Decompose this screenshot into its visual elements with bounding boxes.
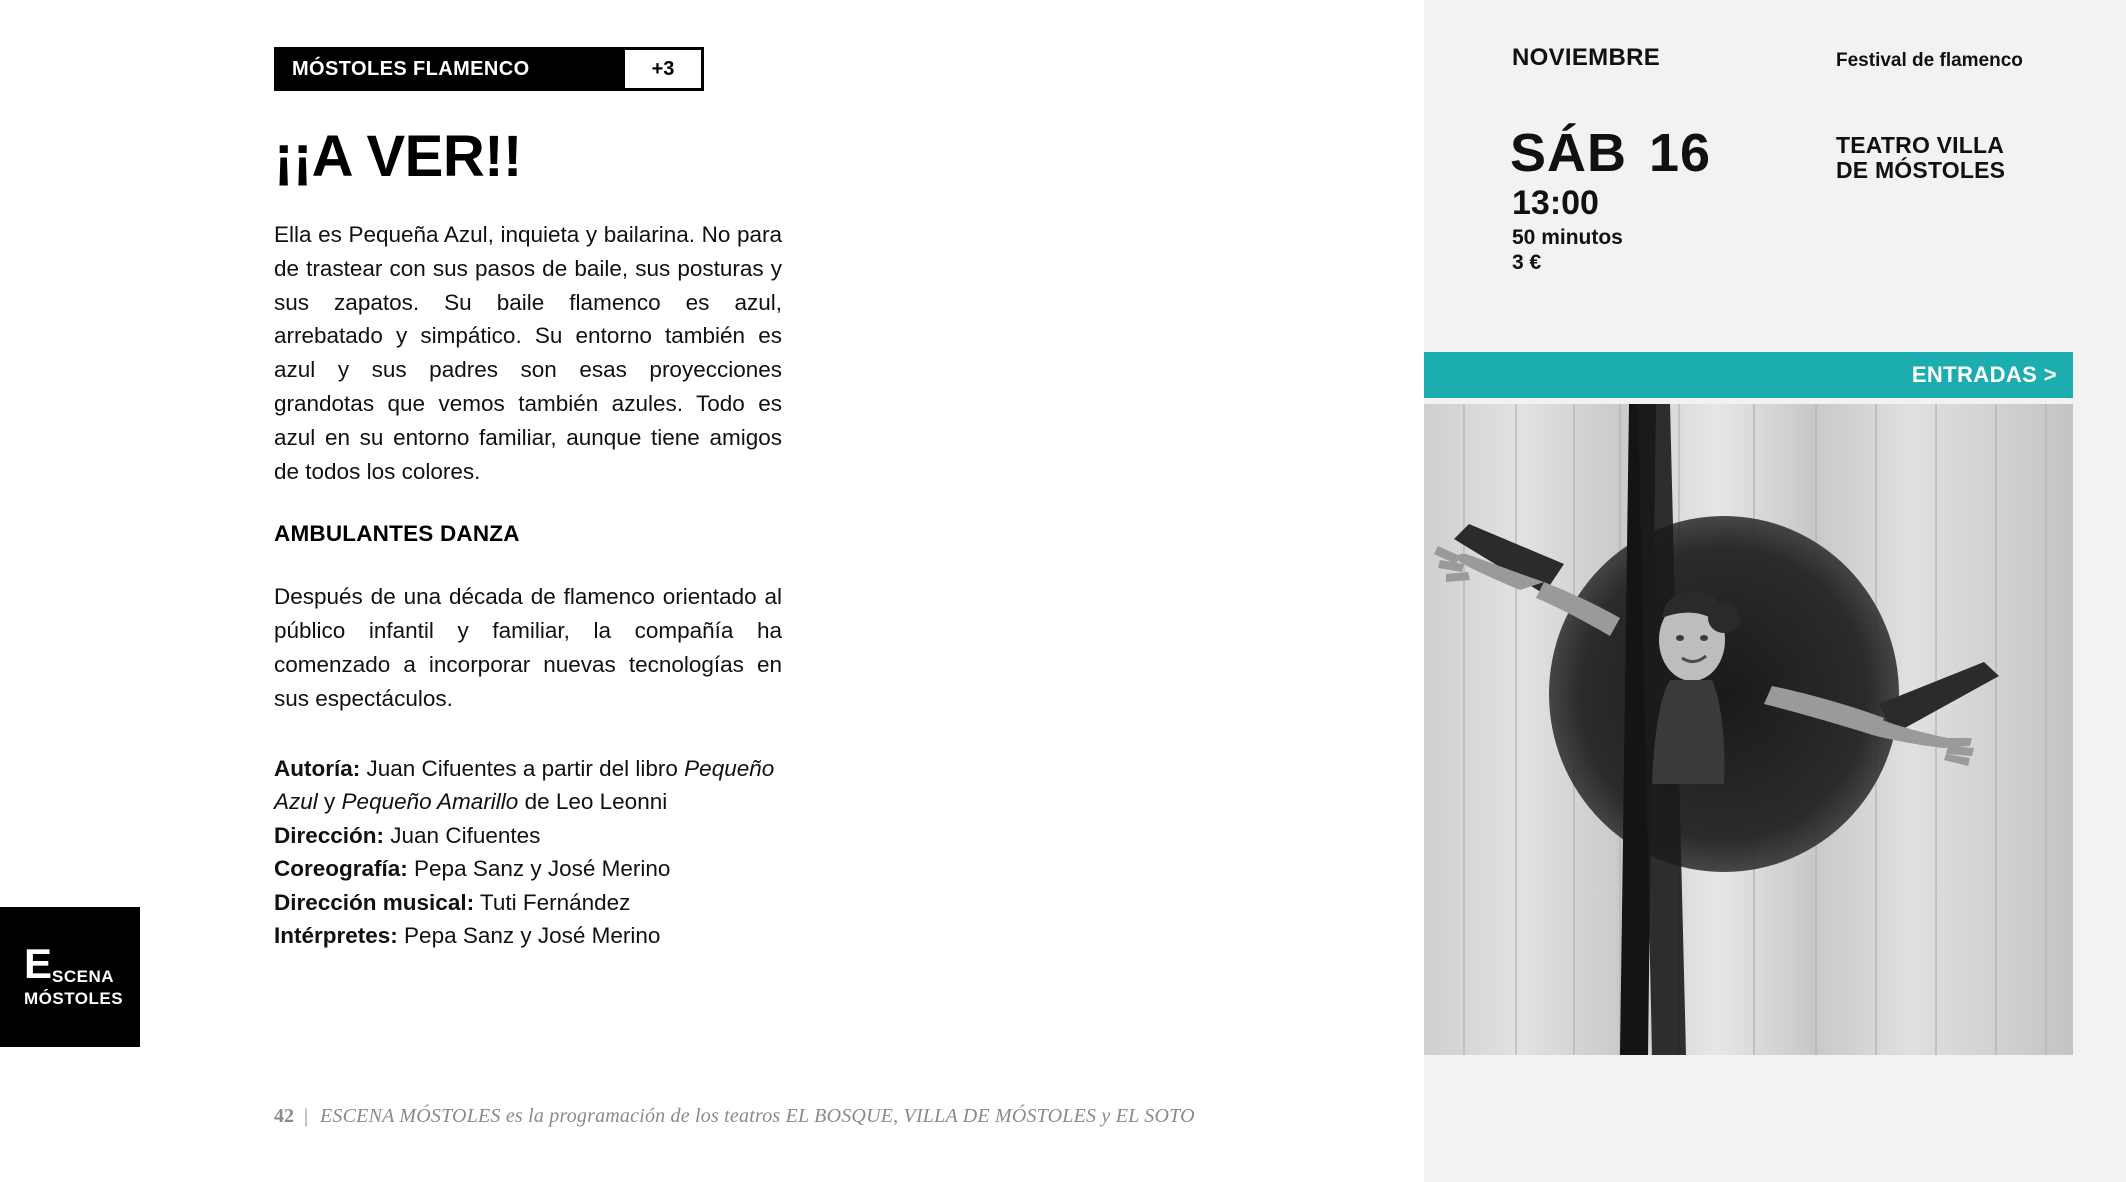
credit-value-direccion: Juan Cifuentes: [384, 822, 541, 848]
age-rating-badge: +3: [622, 47, 704, 91]
company-name: AMBULANTES DANZA: [274, 521, 520, 547]
category-label: MÓSTOLES FLAMENCO: [274, 47, 622, 91]
event-info-panel: [1424, 0, 2126, 350]
credit-italic-book2: Pequeño Amarillo: [341, 789, 519, 815]
escena-mostoles-logo: [0, 907, 140, 1047]
credit-label-direccion-musical: Dirección musical:: [274, 889, 475, 915]
footer-separator: |: [304, 1105, 309, 1127]
credit-row: [274, 919, 782, 953]
page-title: ¡¡A VER!!: [274, 124, 522, 189]
footer-text: ESCENA MÓSTOLES es la programación de los teatros EL BOSQUE, VILLA DE MÓSTOLES y EL SOTO: [320, 1105, 1195, 1127]
logo-word: SCENA: [52, 967, 115, 986]
event-photo: [1424, 404, 2073, 1055]
credit-author-tail: de Leo Leonni: [518, 789, 668, 815]
event-date: [1510, 122, 1711, 184]
event-price: 3 €: [1512, 251, 1542, 274]
credit-label-direccion: Dirección:: [274, 822, 385, 848]
credit-value-direccion-musical: Tuti Fernández: [474, 889, 631, 915]
credit-row: [274, 819, 782, 853]
photo-illustration: [1424, 404, 2073, 1055]
logo-initial: E: [24, 940, 53, 987]
credit-italic-book1: Pequeño Azul: [274, 755, 775, 815]
credit-conjunction: y: [317, 789, 342, 815]
venue-line-1: TEATRO VILLA: [1836, 132, 2005, 158]
venue-name: [1836, 133, 2005, 183]
credit-label-interpretes: Intérpretes:: [274, 923, 398, 949]
event-daynumber: 16: [1649, 123, 1712, 183]
credit-row: [274, 752, 782, 819]
logo-city: MÓSTOLES: [24, 989, 124, 1008]
event-month: NOVIEMBRE: [1512, 44, 1661, 71]
footer: [274, 1105, 1195, 1128]
tickets-button[interactable]: ENTRADAS >: [1424, 352, 2073, 398]
event-time: 13:00: [1512, 184, 1599, 222]
category-tag-bar: [274, 47, 704, 91]
credit-value-autoria: Juan Cifuentes a partir del libro: [360, 755, 685, 781]
credit-value-coreografia: Pepa Sanz y José Merino: [407, 856, 671, 882]
event-weekday: SÁB: [1510, 123, 1628, 183]
festival-name: Festival de flamenco: [1836, 50, 2023, 71]
credits-block: [274, 752, 782, 953]
paragraph-synopsis: Ella es Pequeña Azul, inquieta y bailarina. No para de trastear con sus pasos de baile, sus posturas y sus zapatos. Su baile flamenco es azul, arrebatado y simpático. Su entorno también es azul y sus padres son esas proyecciones grandotas que vemos también azules. Todo es azul en su entorno familiar, aunque tiene amigos de todos los colores.: [274, 222, 782, 484]
credit-label-coreografia: Coreografía:: [274, 856, 408, 882]
credit-row: [274, 852, 782, 886]
credit-value-interpretes: Pepa Sanz y José Merino: [397, 923, 661, 949]
venue-line-2: DE MÓSTOLES: [1836, 157, 2006, 183]
paragraph-company: Después de una década de flamenco orientado al público infantil y familiar, la compañía ha comenzado a incorporar nuevas tecnologías en sus espectáculos.: [274, 584, 782, 711]
description-block: [274, 218, 782, 953]
page-number: 42: [274, 1105, 294, 1127]
credit-row: [274, 886, 782, 920]
event-duration: 50 minutos: [1512, 226, 1623, 249]
credit-label-autoria: Autoría:: [274, 755, 361, 781]
